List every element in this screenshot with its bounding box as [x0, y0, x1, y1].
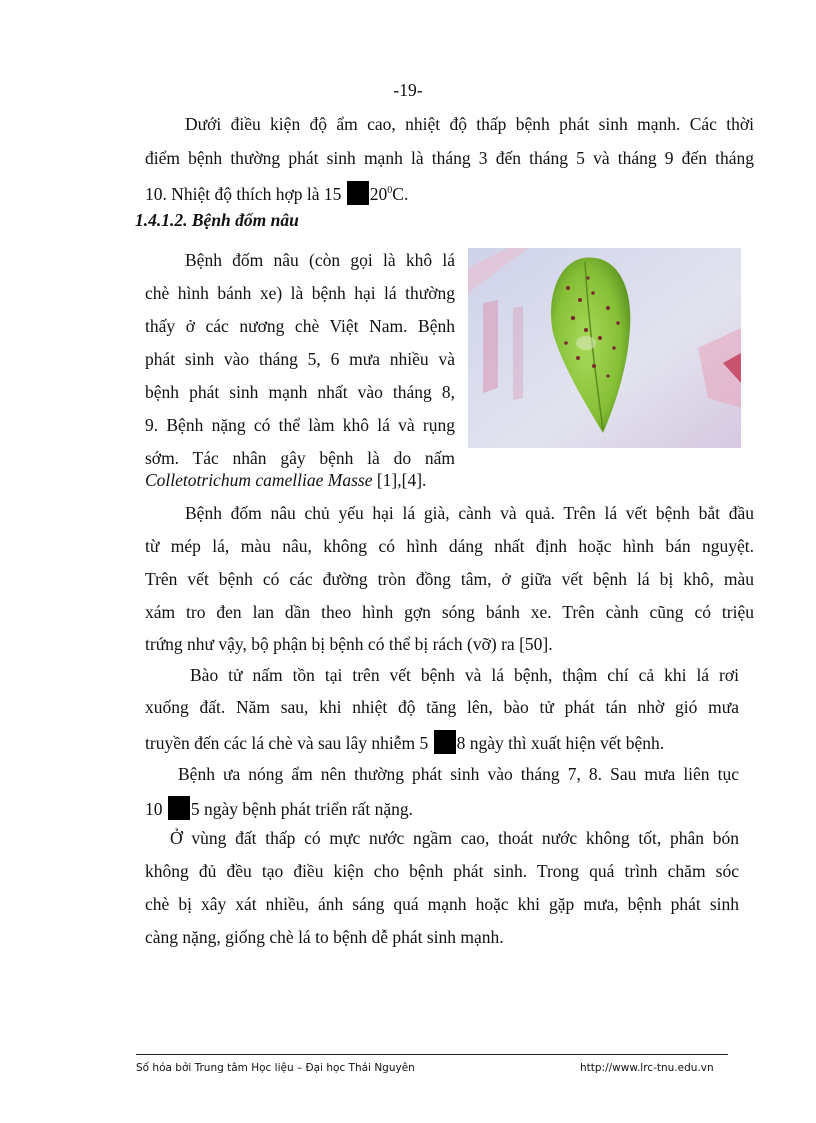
citation: [1],[4]. [372, 470, 427, 490]
paragraph-2-line: Bệnh đốm nâu (còn gọi là khô lá [185, 250, 455, 270]
paragraph-2-line: 9. Bệnh nặng có thể làm khô lá và rụng [145, 415, 455, 435]
page-number: -19- [393, 80, 423, 100]
section-heading: 1.4.1.2. Bệnh đốm nâu [135, 210, 299, 230]
paragraph-2-line: sớm. Tác nhân gây bệnh là do nấm [145, 448, 455, 468]
paragraph-4-line-2: xuống đất. Năm sau, khi nhiệt độ tăng lên, bào tử phát tán nhờ gió mưa [145, 697, 739, 717]
paragraph-2-line: phát sinh vào tháng 5, 6 mưa nhiều và [145, 349, 455, 369]
paragraph-2-line: thấy ở các nương chè Việt Nam. Bệnh [145, 316, 455, 336]
temp-unit: C. [392, 184, 409, 204]
paragraph-4-line-3 [145, 730, 664, 754]
redaction-block [434, 730, 456, 754]
infection-text: truyền đến các lá chè và sau lây nhiễm 5 [145, 733, 429, 753]
paragraph-2-line: bệnh phát sinh mạnh nhất vào tháng 8, [145, 382, 455, 402]
paragraph-2-line: chè hình bánh xe) là bệnh hại lá thường [145, 283, 455, 303]
infection-days: 8 ngày thì xuất hiện vết bệnh. [456, 733, 665, 753]
paragraph-5-line-2 [145, 796, 413, 820]
temp-value: 20 [369, 184, 388, 204]
paragraph-3-line: Bệnh đốm nâu chủ yếu hại lá già, cành và quả. Trên lá vết bệnh bắt đầu [185, 503, 754, 523]
paragraph-6-line: chè bị xây xát nhiều, ánh sáng quá mạnh hoặc khi gặp mưa, bệnh phát sinh [145, 894, 739, 914]
paragraph-3-line: trứng như vậy, bộ phận bị bệnh có thể bị rách (vỡ) ra [50]. [145, 634, 553, 654]
paragraph-1-line-1: Dưới điều kiện độ ẩm cao, nhiệt độ thấp bệnh phát sinh mạnh. Các thời [185, 114, 754, 134]
paragraph-1-line-3 [145, 181, 408, 205]
paragraph-3-line: Trên vết bệnh có các đường tròn đồng tâm, ở giữa vết bệnh lá bị khô, màu [145, 569, 754, 589]
rain-days-start: 10 [145, 799, 163, 819]
paragraph-4-line-1: Bào tử nấm tồn tại trên vết bệnh và lá bệnh, thậm chí cả khi lá rơi [190, 665, 739, 685]
footer-source: Số hóa bởi Trung tâm Học liệu – Đại học Thái Nguyên [136, 1062, 415, 1074]
footer-url: http://www.lrc-tnu.edu.vn [580, 1062, 714, 1074]
pathogen-name: Colletotrichum camelliae Masse [145, 470, 373, 490]
degree-superscript: 0 [387, 185, 393, 197]
rain-days-text: 5 ngày bệnh phát triển rất nặng. [190, 799, 413, 819]
paragraph-2-last-line [145, 470, 426, 491]
leaf-with-brown-spots-photo [468, 248, 741, 448]
redaction-block [168, 796, 190, 820]
paragraph-6-line: càng nặng, giống chè lá to bệnh dễ phát sinh mạnh. [145, 927, 504, 947]
paragraph-3-line: xám tro đen lan dần theo hình gợn sóng bánh xe. Trên cành cũng có triệu [145, 602, 754, 622]
redaction-block [347, 181, 369, 205]
paragraph-6-line: Ở vùng đất thấp có mực nước ngầm cao, thoát nước không tốt, phân bón [170, 828, 739, 848]
paragraph-6-line: không đủ đều tạo điều kiện cho bệnh phát sinh. Trong quá trình chăm sóc [145, 861, 739, 881]
temp-text: 10. Nhiệt độ thích hợp là 15 [145, 184, 342, 204]
footer-divider [136, 1054, 728, 1055]
paragraph-5-line-1: Bệnh ưa nóng ẩm nên thường phát sinh vào tháng 7, 8. Sau mưa liên tục [178, 764, 739, 784]
paragraph-3-line: từ mép lá, màu nâu, không có hình dáng nhất định hoặc hình bán nguyệt. [145, 536, 754, 556]
paragraph-1-line-2: điểm bệnh thường phát sinh mạnh là tháng 3 đến tháng 5 và tháng 9 đến tháng [145, 148, 754, 168]
